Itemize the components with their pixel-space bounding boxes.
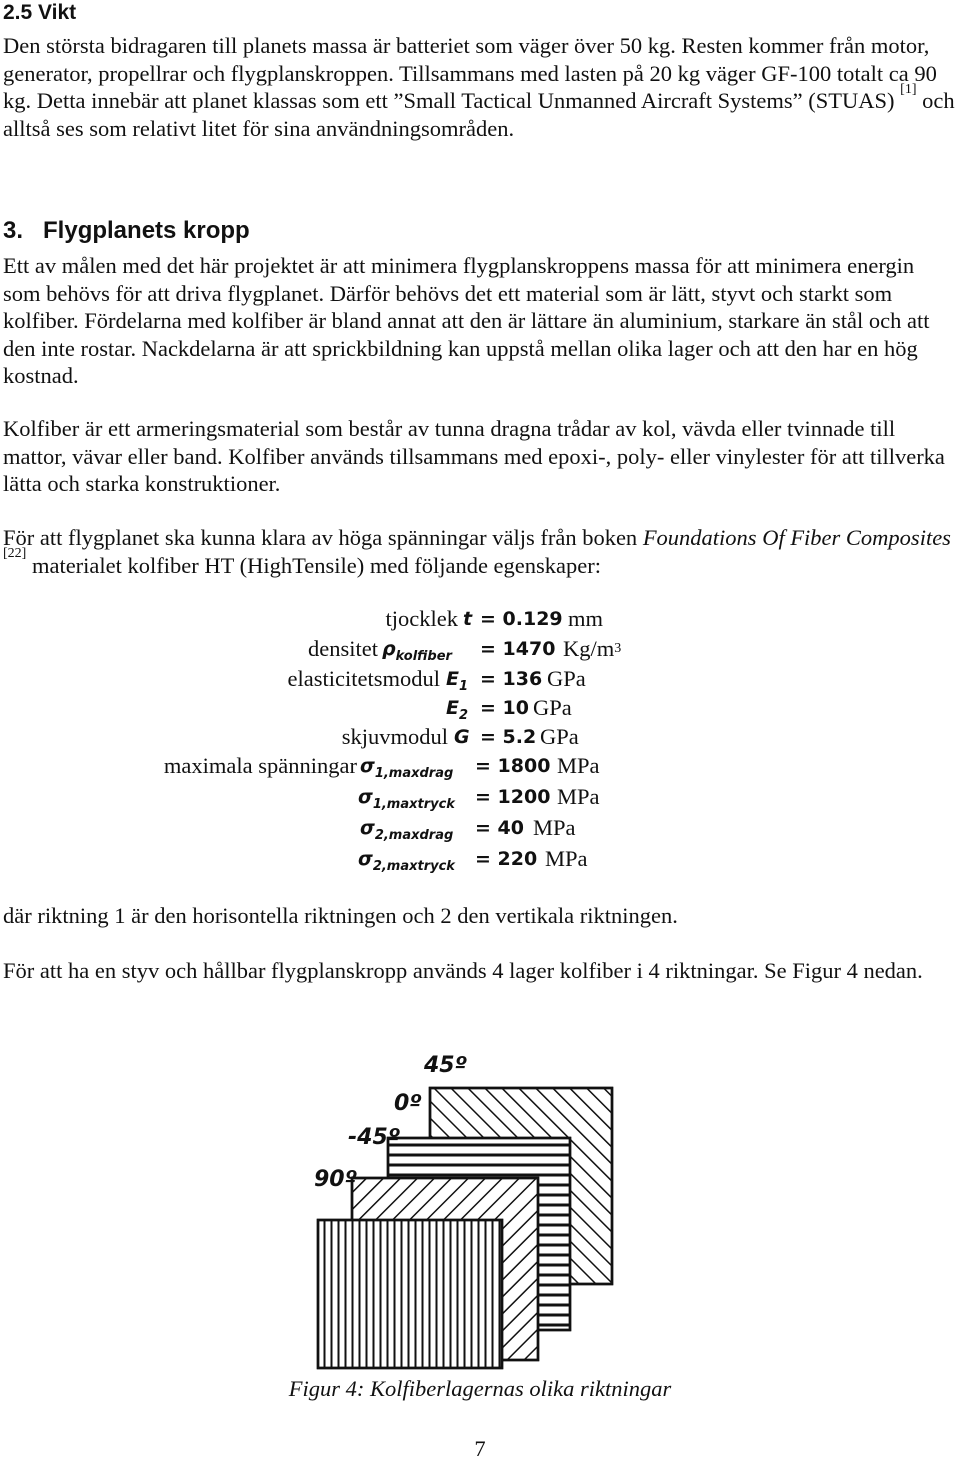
symbol-subscript: 1,maxdrag [374,765,454,781]
symbol-main: E [446,697,459,719]
property-unit: mm [568,606,604,631]
page-number: 7 [474,1436,486,1461]
property-unit: MPa [533,815,576,840]
paragraph-weight-text-b: och alltså ses som relativt litet för sina användningsområden. [3,88,955,141]
property-label: maximala spänningar [163,753,357,778]
value-number: 136 [502,668,543,690]
symbol-main: E [446,668,459,690]
symbol-main: t [463,608,473,630]
paragraph-goal: Ett av målen med det här projektet är att minimera flygplanskroppens massa för att minimera energin som behövs för att driva flygplanet. Därför behövs det ett material som är lätt, styvt och starkt som kolfiber. Fördelarna med kolfiber är bland annat att den är lättare än aluminium, starkare än stål och att den inte rostar. Nackdelarna är att sprickbildning kan uppstå mellan olika lager och att den har en hög kostnad. [3,253,930,388]
property-row-stress-2-tension [0,813,960,843]
paragraph-material-text-b: materialet kolfiber HT (HighTensile) med följande egenskaper: [26,552,602,578]
value-number: 40 [497,817,524,839]
property-unit: GPa [533,695,572,720]
property-symbol [463,604,472,634]
property-unit: MPa [557,753,600,778]
figure-caption: Figur 4: Kolfiberlagernas olika riktningar [288,1376,672,1401]
property-unit [563,634,621,664]
symbol-subscript: 1,maxtryck [372,796,455,812]
symbol-subscript: 1 [458,678,469,694]
figure-fiber-layers [300,1040,620,1370]
symbol-main: σ [358,848,373,870]
value-number: 1800 [497,755,551,777]
label-minus-45: -45º [348,1125,401,1150]
property-label: tjocklek [385,606,458,631]
property-value: = 5.2 [480,726,537,748]
value-number: 220 [497,848,538,870]
label-90: 90º [314,1167,358,1192]
value-number: 1470 [502,638,556,660]
book-title: Foundations Of Fiber Composites [642,525,951,550]
section-heading-3: 3. Flygplanets kropp [3,217,250,244]
paragraph-material-text-a: För att flygplanet ska kunna klara av höga spänningar väljs från boken [3,525,643,550]
reference-1: [1] [900,81,917,97]
property-value: = 1470 [480,638,556,660]
property-unit: MPa [557,784,600,809]
paragraph-weight [3,32,955,142]
property-row-thickness [0,604,960,634]
property-row-shear [0,722,960,752]
symbol-main: G [454,726,470,748]
value-number: 0.129 [502,608,563,630]
symbol-subscript: 2 [458,707,469,723]
paragraph-layers: För att ha en styv och hållbar flygplanskropp används 4 lager kolfiber i 4 riktningar. Se Figur 4 nedan. [3,958,923,983]
symbol-subscript: 2,maxtryck [372,858,455,874]
paragraph-material-choice [3,524,955,579]
value-number: 5.2 [502,726,537,748]
property-value: = 220 [475,848,538,870]
layers-diagram [300,1040,620,1370]
property-value: = 0.129 [480,608,563,630]
symbol-main: σ [358,786,373,808]
paragraph-weight-text-a: Den största bidragaren till planets massa är batteriet som väger över 50 kg. Resten kommer från motor, generator, propellrar och flygplanskroppen. Tillsammans med lasten på 20 kg väger GF-100 totalt ca 90 kg. Detta innebär att planet klassas som ett ”Small Tactical Unmanned Aircraft Systems” (STUAS) [3,33,937,113]
property-symbol [454,722,470,752]
property-row-stress-1-tension [0,751,960,781]
symbol-main: σ [360,817,375,839]
section-heading-2-5: 2.5 Vikt [3,1,77,24]
unit-superscript: 3 [614,641,622,656]
symbol-subscript: 2,maxdrag [374,827,454,843]
property-row-elasticity-2 [0,693,960,723]
property-row-stress-1-compression [0,782,960,812]
property-label: densitet [308,636,378,661]
symbol-main: ρ [382,638,396,660]
property-row-density [0,634,960,664]
property-symbol [358,844,455,882]
value-number: 1200 [497,786,551,808]
property-value: = 1800 [475,755,551,777]
symbol-main: σ [360,755,375,777]
paragraph-directions: där riktning 1 är den horisontella riktningen och 2 den vertikala riktningen. [3,903,678,928]
value-number: 10 [502,697,529,719]
property-value: = 136 [480,668,543,690]
layer-90 [318,1220,502,1368]
unit-text: Kg/m [563,636,615,661]
label-0: 0º [394,1091,422,1116]
property-row-stress-2-compression [0,844,960,874]
label-45: 45º [424,1053,468,1078]
property-label: skjuvmodul [341,724,448,749]
property-unit: GPa [547,666,586,691]
property-unit: GPa [540,724,579,749]
reference-22: [22] [3,546,27,561]
paragraph-carbon-fiber: Kolfiber är ett armeringsmaterial som består av tunna dragna trådar av kol, vävda eller tvinnade till mattor, vävar eller band. Kolfiber används tillsammans med epoxi-, poly- eller vinylester för att tillverka lätta och starka konstruktioner. [3,416,945,496]
property-unit: MPa [545,846,588,871]
symbol-subscript: kolfiber [395,648,452,664]
property-value: = 1200 [475,786,551,808]
property-value: = 40 [475,817,524,839]
property-value: = 10 [480,697,529,719]
property-label: elasticitetsmodul [287,666,440,691]
property-row-elasticity-1 [0,664,960,694]
material-properties [0,604,960,884]
